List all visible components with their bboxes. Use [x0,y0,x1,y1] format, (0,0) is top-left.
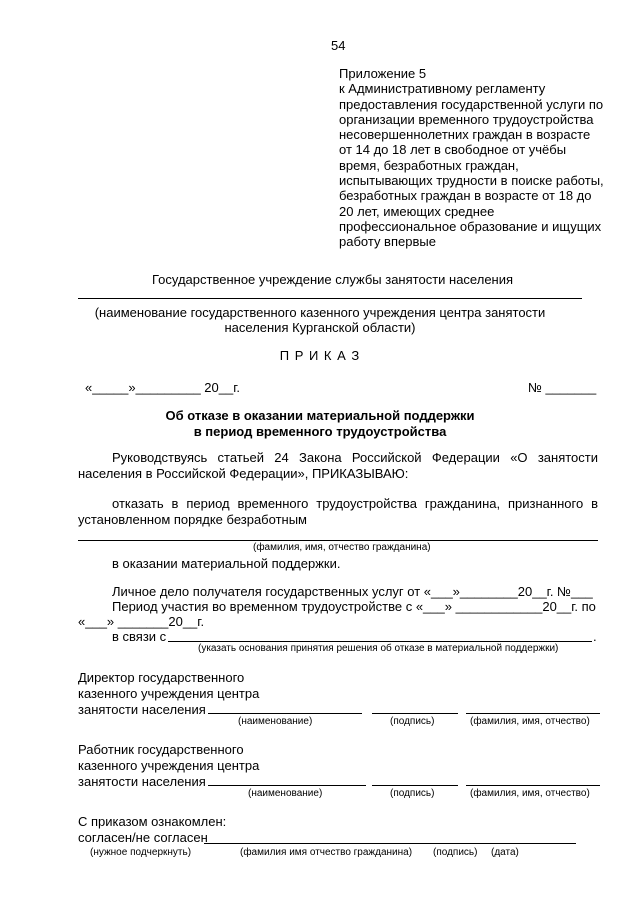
appendix-line: предоставления государственной услуги по [339,96,604,112]
appendix-line: профессиональное образование и ищущих [339,218,602,234]
reason-prefix: в связи с [112,629,167,644]
appendix-line: испытывающих трудности в поиске работы, [339,173,604,189]
order-heading: П Р И К А З [279,348,361,363]
material-support-text: в оказании материальной поддержки. [112,556,341,571]
appendix-line: несовершеннолетних граждан в возрасте [339,127,591,143]
director-line-1: Директор государственного [78,670,245,685]
appendix-line: Приложение 5 [339,66,427,81]
acquainted-line-2: согласен/не согласен [78,830,208,845]
decision-line-1: отказать в период временного трудоустройства гражданина, признанного в [112,496,598,511]
appendix-line: работу впервые [339,234,436,250]
director-fio-line [466,713,600,714]
institution-name: Государственное учреждение службы занятости населения [152,272,514,287]
fio-underline [78,540,598,541]
worker-fio-line [466,785,600,786]
decision-line-2: установленном порядке безработным [78,512,307,527]
director-cap-fio: (фамилия, имя, отчество) [470,716,590,727]
appendix-block [339,66,604,250]
appendix-lines [339,66,604,250]
acquainted-line-1: С приказом ознакомлен: [78,814,227,829]
appendix-line: к Административному регламенту [339,81,546,97]
basis-line-1: Руководствуясь статьей 24 Закона Российской Федерации «О занятости [112,450,598,465]
appendix-line: 20 лет, имеющих среднее [339,203,495,219]
acquainted-cap-fio: (фамилия имя отчество гражданина) [240,847,413,858]
basis-line-2: населения в Российской Федерации», ПРИКАЗЫВАЮ: [78,466,409,481]
reason-period: . [593,629,597,644]
worker-sign-line [372,785,458,786]
institution-underline [78,298,582,299]
period-line-2: «___» _______20__г. [78,614,205,629]
acquainted-cap-sign: (подпись) [433,847,478,858]
period-line-1: Период участия во временном трудоустройстве с «___» ____________20__г. по [112,599,596,614]
acquainted-underline [204,843,576,844]
appendix-line: безработных граждан в возрасте от 18 до [339,188,592,204]
page-number: 54 [331,38,346,53]
order-date: «_____»_________ 20__г. [85,380,240,395]
worker-line-3: занятости населения [78,774,206,789]
director-line-2: казенного учреждения центра [78,686,260,701]
order-number: № _______ [528,380,597,395]
appendix-line: от 14 до 18 лет в свободное от учёбы [339,142,567,158]
fio-caption: (фамилия, имя, отчество гражданина) [253,542,431,553]
worker-cap-fio: (фамилия, имя, отчество) [470,788,590,799]
acquainted-cap-date: (дата) [491,847,519,858]
worker-line-1: Работник государственного [78,742,244,757]
director-sign-line [372,713,458,714]
reason-underline [168,641,592,642]
institution-caption-2: населения Курганской области) [224,320,416,335]
director-line-3: занятости населения [78,702,206,717]
director-cap-sign: (подпись) [390,716,435,727]
director-name-line [208,713,362,714]
institution-caption-1: (наименование государственного казенного учреждения центра занятости [94,305,546,320]
worker-cap-sign: (подпись) [390,788,435,799]
worker-cap-name: (наименование) [248,788,323,799]
reason-caption: (указать основания принятия решения об отказе в материальной поддержки) [198,643,559,654]
acquainted-cap-underline: (нужное подчеркнуть) [90,847,192,858]
worker-name-line [208,785,366,786]
order-subject-2: в период временного трудоустройства [193,424,447,439]
director-cap-name: (наименование) [238,716,313,727]
personal-file-line: Личное дело получателя государственных услуг от «___»________20__г. №___ [112,584,593,599]
worker-line-2: казенного учреждения центра [78,758,260,773]
appendix-line: организации временного трудоустройства [339,111,594,127]
appendix-line: время, безработных граждан, [339,157,519,173]
order-subject-1: Об отказе в оказании материальной поддержки [165,408,475,423]
